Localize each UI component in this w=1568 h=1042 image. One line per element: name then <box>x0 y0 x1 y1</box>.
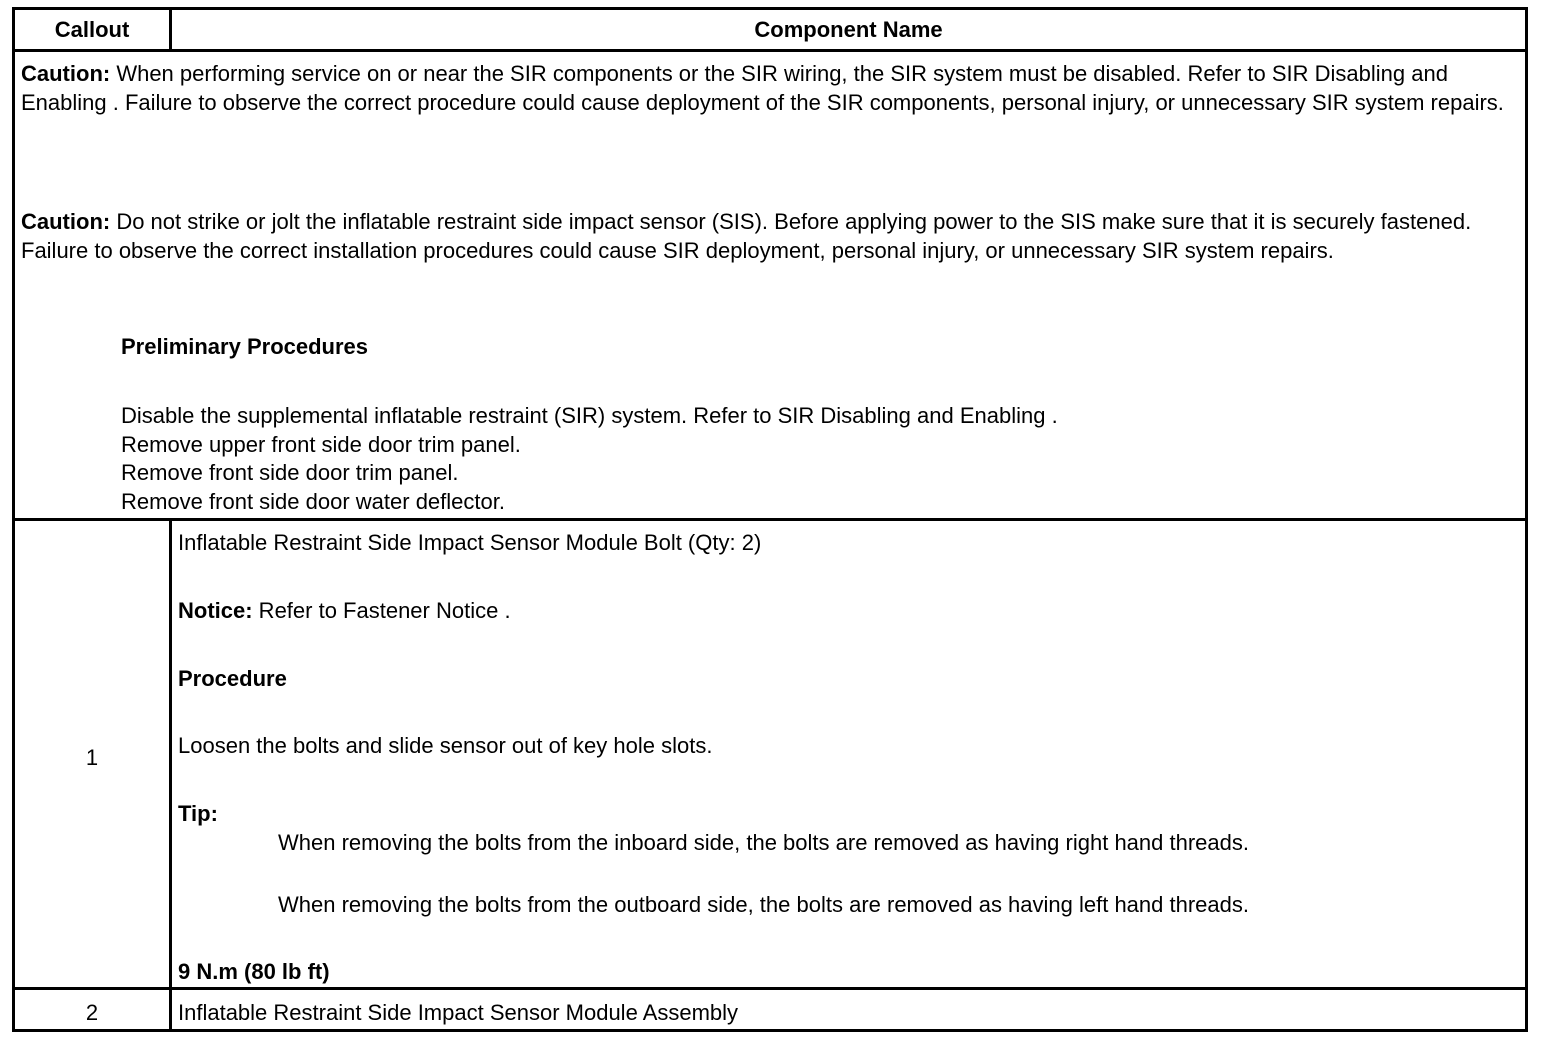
preliminary-procedures-title: Preliminary Procedures <box>121 334 369 359</box>
caution-2-label: Caution: <box>21 209 111 234</box>
preliminary-step: Disable the supplemental inflatable restraint (SIR) system. Refer to SIR Disabling and Enabling . <box>121 403 1058 428</box>
body-column-divider <box>169 518 172 1029</box>
caution-2 <box>21 207 1511 265</box>
header-component-name: Component Name <box>754 17 943 42</box>
tip-item: When removing the bolts from the inboard side, the bolts are removed as having right hand threads. <box>278 830 1249 855</box>
notice-label: Notice: <box>178 598 253 623</box>
component-table <box>12 7 1528 1032</box>
header-callout: Callout <box>54 17 130 42</box>
row-1-callout: 1 <box>85 745 99 770</box>
caution-1-text: When performing service on or near the SIR components or the SIR wiring, the SIR system must be disabled. Refer to SIR Disabling and Enabling . Failure to observe the correct procedure could cause deployment of the SIR components, personal injury, or unnecessary SIR system repairs. <box>21 61 1504 115</box>
procedure-title: Procedure <box>178 666 287 691</box>
row-1-component-name: Inflatable Restraint Side Impact Sensor Module Bolt (Qty: 2) <box>178 530 762 555</box>
notice-text: Refer to Fastener Notice . <box>252 598 511 623</box>
row-1-notice <box>178 596 511 625</box>
tip-label: Tip: <box>178 801 218 826</box>
procedure-text: Loosen the bolts and slide sensor out of key hole slots. <box>178 733 713 758</box>
row1-divider <box>15 987 1525 990</box>
caution-1 <box>21 59 1511 117</box>
row-2-component-name: Inflatable Restraint Side Impact Sensor Module Assembly <box>178 1000 739 1025</box>
torque-spec: 9 N.m (80 lb ft) <box>178 959 330 984</box>
preliminary-step: Remove front side door trim panel. <box>121 460 459 485</box>
preamble-divider <box>15 518 1525 521</box>
preliminary-step: Remove front side door water deflector. <box>121 489 505 514</box>
tip-item: When removing the bolts from the outboard side, the bolts are removed as having left hand threads. <box>278 892 1249 917</box>
preliminary-step: Remove upper front side door trim panel. <box>121 432 521 457</box>
header-divider <box>15 49 1525 52</box>
row-2-callout: 2 <box>85 1000 99 1025</box>
caution-1-label: Caution: <box>21 61 111 86</box>
caution-2-text: Do not strike or jolt the inflatable restraint side impact sensor (SIS). Before applying power to the SIS make sure that it is securely fastened. Failure to observe the correct installation procedures could cause SIR deployment, personal injury, or unnecessary SIR system repairs. <box>21 209 1472 263</box>
